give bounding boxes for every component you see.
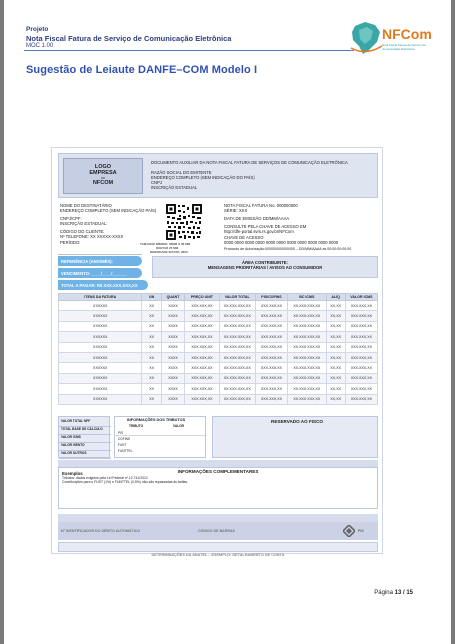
table-cell: XXX.XXX,XX: [345, 373, 377, 383]
table-cell: XXX.XXX,XX: [255, 394, 287, 404]
totals-label: VALOR ISENTO: [61, 443, 85, 447]
barcode-label: CÓDIGO DE BARRAS: [198, 529, 235, 533]
table-cell: XX.XXX.XXX,XX: [219, 394, 255, 404]
page-separator: /: [401, 590, 407, 596]
recipient-line: NOME DO DESTINATÁRIO: [60, 203, 112, 208]
table-cell: XX,XX: [326, 342, 345, 352]
table-cell: XXXX: [161, 352, 185, 362]
taxpayer-area: [152, 256, 378, 278]
totals-label: VALOR TOTAL NFF: [61, 419, 91, 423]
table-cell: XX,XX: [326, 301, 345, 311]
table-cell: XXXXXX: [59, 363, 142, 373]
table-cell: XX.XXX.XXX,XX: [288, 321, 327, 331]
taxes-header: VALOR: [173, 424, 184, 428]
company-logo-box: [63, 158, 143, 194]
table-cell: XX: [142, 332, 161, 342]
complementary-line: Contribuições para o FUST (1%) e FUNTTEL (0,5%) não são repassadas às tarifas.: [62, 480, 189, 484]
page-title: Sugestão de Leiaute DANFE–COM Modelo I: [26, 64, 258, 76]
logo-subtitle: Nota Fiscal Fatura de Serviço de Comunicação Eletrônica: [382, 43, 426, 51]
due-date-pill: [58, 268, 142, 278]
logo-box-line: EMPRESA: [89, 170, 117, 176]
table-cell: XXXX: [161, 363, 185, 373]
fisco-reserved-box: [212, 416, 378, 458]
table-cell: XX: [142, 384, 161, 394]
document-title: DOCUMENTO AUXILIAR DA NOTA FISCAL FATURA DE SERVIÇOS DE COMUNICAÇÃO ELETRÔNICA: [151, 160, 348, 165]
totals-box: [58, 416, 110, 458]
table-cell: XXXXXX: [59, 352, 142, 362]
table-cell: XX.XXX.XXX,XX: [219, 373, 255, 383]
table-cell: XX.XXX.XXX,XX: [219, 384, 255, 394]
taxes-title: INFORMAÇÕES DOS TRIBUTOS: [127, 418, 186, 422]
header-project: Projeto: [26, 26, 49, 33]
table-cell: XXXX: [161, 384, 185, 394]
anatel-row: [58, 522, 378, 540]
table-cell: XX,XX: [326, 311, 345, 321]
table-cell: XXXXXX: [59, 384, 142, 394]
table-cell: XXX.XXX,XX: [185, 394, 219, 404]
tax-name: COFINS: [118, 437, 131, 441]
page-current: 13: [394, 590, 402, 596]
table-cell: XXX.XXX,XX: [185, 352, 219, 362]
table-cell: XXXX: [161, 394, 185, 404]
table-cell: XX,XX: [326, 332, 345, 342]
header-title: Nota Fiscal Fatura de Serviço de Comunicação Eletrônica: [26, 34, 232, 43]
complementary-line: Exemplos: [62, 471, 83, 476]
invoice-series: SÉRIE: XXX: [224, 208, 248, 213]
header-version: MOC 1.00: [26, 43, 54, 49]
table-cell: XXX.XXX,XX: [185, 363, 219, 373]
logo-box-line: LOGO: [94, 164, 112, 170]
table-cell: XXX.XXX,XX: [345, 384, 377, 394]
tax-name: PIS: [118, 431, 124, 435]
tax-name: FUST: [118, 443, 127, 447]
table-cell: XXX.XXX,XX: [185, 301, 219, 311]
table-cell: XX: [142, 373, 161, 383]
complementary-title: INFORMAÇÕES COMPLEMENTARES: [177, 469, 259, 474]
table-cell: XXX.XXX,XX: [185, 321, 219, 331]
issue-date: DATA DE EMISSÃO DD/MM/AAAA: [224, 216, 290, 221]
table-cell: XXX.XXX,XX: [255, 342, 287, 352]
fisco-title: RESERVADO AO FISCO: [271, 419, 323, 424]
column-header: UN: [142, 294, 161, 301]
table-cell: XXXX: [161, 321, 185, 331]
table-cell: XX.XXX.XXX,XX: [219, 311, 255, 321]
table-cell: XXXXXX: [59, 301, 142, 311]
divider: [58, 254, 142, 255]
table-cell: XXXX: [161, 311, 185, 321]
danfe-layout: [51, 147, 383, 557]
table-cell: XX,XX: [326, 363, 345, 373]
total-pill: [58, 280, 148, 290]
taxes-box: [114, 416, 206, 458]
table-cell: XX: [142, 363, 161, 373]
issuer-line: ENDEREÇO COMPLETO (SEM INDICAÇÃO DO PAÍS): [151, 175, 255, 180]
table-cell: XXXX: [161, 373, 185, 383]
table-cell: XX,XX: [326, 384, 345, 394]
access-key-value: 0000 0000 0000 0000 0000 0000 0000 0000 0000 0000 0000: [224, 240, 339, 245]
qr-caption: DIGITAR 25 MM: [156, 246, 179, 250]
recipient-line: ENDEREÇO COMPLETO (SEM INDICAÇÃO PAÍS): [60, 208, 157, 213]
table-cell: XXX.XXX,XX: [255, 321, 287, 331]
table-cell: XXX.XXX,XX: [255, 332, 287, 342]
recipient-line: CNPJ/CPF:: [60, 216, 82, 221]
table-cell: XX.XXX.XXX,XX: [219, 363, 255, 373]
table-row: [59, 342, 378, 352]
totals-label: TOTAL BASE DE CÁLCULO: [61, 427, 103, 431]
table-cell: XX.XXX.XXX,XX: [288, 352, 327, 362]
recipient-line: CÓDIGO DO CLIENTE:: [60, 229, 105, 234]
recipient-line: INSCRIÇÃO ESTADUAL:: [60, 221, 108, 226]
invoice-items-table: [58, 293, 378, 405]
nfcom-logo: [349, 20, 432, 60]
table-cell: XXXXXX: [59, 394, 142, 404]
anatel-header: [58, 514, 378, 522]
anatel-details-box: [58, 542, 378, 557]
column-header: VALOR ICMS: [345, 294, 377, 301]
complementary-line: Tributos: dados exigidos pela Lei Federal nº 12.741/2012: [62, 476, 148, 480]
table-cell: XX.XXX.XXX,XX: [288, 311, 327, 321]
access-key-label: CHAVE DE ACESSO: [224, 235, 264, 240]
logo-box-line: ou: [101, 176, 105, 180]
table-cell: XXX.XXX,XX: [345, 311, 377, 321]
table-cell: XX,XX: [326, 352, 345, 362]
table-cell: XXXXXX: [59, 332, 142, 342]
taxes-header: TRIBUTO: [129, 424, 144, 428]
table-cell: XX.XXX.XXX,XX: [219, 332, 255, 342]
recipient-line: PERÍODO:: [60, 240, 81, 245]
authorization-protocol: Protocolo de Autorização:000000000000000 – DD/MM/AAAA às 00:00:00:00:00: [224, 247, 352, 251]
table-cell: XXXX: [161, 332, 185, 342]
column-header: ALÍQ: [326, 294, 345, 301]
document-page: [4, 0, 451, 644]
page-number: [374, 590, 413, 596]
table-row: [59, 384, 378, 394]
tax-name: FUNTTEL: [118, 449, 133, 453]
qr-caption: DENSIDADE 600 DPI, 9600: [150, 250, 188, 254]
table-cell: XX,XX: [326, 373, 345, 383]
issuer-line: INSCRIÇÃO ESTADUAL: [151, 185, 198, 190]
table-cell: XXX.XXX,XX: [345, 394, 377, 404]
due-date-label: VENCIMENTO: ____/____/______: [61, 270, 127, 276]
table-cell: XXX.XXX,XX: [255, 311, 287, 321]
table-cell: XXX.XXX,XX: [345, 352, 377, 362]
column-header: QUANT: [161, 294, 185, 301]
table-cell: XXXXXX: [59, 321, 142, 331]
recipient-line: Nº TELEFONE: XX XXXXX-XXXX: [60, 234, 124, 239]
table-row: [59, 311, 378, 321]
table-cell: XX.XXX.XXX,XX: [288, 301, 327, 311]
table-cell: XX.XXX.XXX,XX: [219, 321, 255, 331]
table-cell: XXX.XXX,XX: [345, 342, 377, 352]
total-label: TOTAL A PAGAR: R$ XXX.XXX.XXX,XX: [61, 282, 138, 288]
table-cell: XXX.XXX,XX: [255, 352, 287, 362]
table-cell: XX: [142, 321, 161, 331]
qr-caption: TAMANHO MÍNIMO: 36MM X 36 MM: [140, 242, 191, 246]
logo-box-line: NFCOM: [92, 180, 114, 186]
totals-label: VALOR ICMS: [61, 435, 81, 439]
issuer-box: [58, 153, 378, 198]
table-cell: XXX.XXX,XX: [255, 301, 287, 311]
complementary-box: [58, 467, 378, 509]
table-cell: XX.XXX.XXX,XX: [219, 342, 255, 352]
table-cell: XXX.XXX,XX: [255, 363, 287, 373]
table-cell: XXX.XXX,XX: [255, 373, 287, 383]
column-header: PIS/COFINS: [255, 294, 287, 301]
debit-identifier-label: Nº IDENTIFICADOR DO DÉBITO AUTOMÁTICO: [61, 529, 141, 533]
table-cell: XX.XXX.XXX,XX: [288, 363, 327, 373]
pix-icon: [343, 525, 355, 537]
page-total: 15: [406, 590, 413, 596]
column-header: ITENS DA FATURA: [59, 294, 142, 301]
table-cell: XX: [142, 301, 161, 311]
table-row: [59, 363, 378, 373]
table-cell: XXXXXX: [59, 311, 142, 321]
table-row: [59, 373, 378, 383]
table-cell: XX.XXX.XXX,XX: [288, 373, 327, 383]
table-cell: XX: [142, 394, 161, 404]
table-cell: XX.XXX.XXX,XX: [288, 342, 327, 352]
table-cell: XX.XXX.XXX,XX: [288, 394, 327, 404]
column-header: VALOR TOTAL: [219, 294, 255, 301]
totals-row: [59, 449, 111, 459]
anatel-details-text: DETERMINAÇÕES DA ANATEL – EXEMPLO: DETALHAMENTO DE CONTA: [151, 553, 285, 557]
totals-label: VALOR OUTROS: [61, 451, 87, 455]
table-cell: XX: [142, 342, 161, 352]
table-cell: XXX.XXX,XX: [185, 332, 219, 342]
table-cell: XX,XX: [326, 394, 345, 404]
table-cell: XX: [142, 311, 161, 321]
table-cell: XXX.XXX,XX: [185, 384, 219, 394]
page-prefix: Página: [374, 590, 395, 596]
reference-pill: [58, 256, 142, 266]
taxpayer-area-subtitle: MENSAGENS PRIORITÁRIAS / AVISOS AO CONSUMIDOR: [207, 265, 323, 270]
table-row: [59, 394, 378, 404]
table-row: [59, 352, 378, 362]
table-cell: XXX.XXX,XX: [345, 363, 377, 373]
invoice-items-body: [59, 301, 378, 405]
table-cell: XXX.XXX,XX: [185, 342, 219, 352]
divider: [115, 430, 205, 436]
table-cell: XX.XXX.XXX,XX: [288, 384, 327, 394]
reference-label: REFERÊNCIA (ANO/MÊS):: [61, 258, 113, 264]
consult-label: CONSULTE PELA CHAVE DE ACESSO EM: [224, 224, 307, 229]
table-cell: XX.XXX.XXX,XX: [219, 352, 255, 362]
table-header-row: [59, 294, 378, 301]
table-cell: XXXX: [161, 301, 185, 311]
table-cell: XXX.XXX,XX: [345, 332, 377, 342]
table-cell: XX.XXX.XXX,XX: [219, 301, 255, 311]
table-cell: XXXXXX: [59, 373, 142, 383]
table-cell: XXX.XXX,XX: [185, 373, 219, 383]
table-cell: XXXXXX: [59, 342, 142, 352]
table-cell: XXX.XXX,XX: [255, 384, 287, 394]
brazil-map-icon: [349, 20, 383, 56]
table-cell: XXX.XXX,XX: [345, 301, 377, 311]
table-cell: XXX.XXX,XX: [345, 321, 377, 331]
table-row: [59, 321, 378, 331]
table-cell: XXXX: [161, 342, 185, 352]
logo-wordmark: NFCom: [382, 26, 432, 42]
qr-code-icon: [165, 203, 203, 241]
table-cell: XXX.XXX,XX: [185, 311, 219, 321]
pix-label: PIX: [358, 529, 364, 533]
table-row: [59, 301, 378, 311]
column-header: PREÇO UNIT: [185, 294, 219, 301]
taxpayer-area-title: ÁREA CONTRIBUINTE:: [242, 260, 288, 265]
table-cell: XX.XXX.XXX,XX: [288, 332, 327, 342]
consult-url: http://dfe-portal.svrs.rs.gov.br/NFCom: [224, 229, 294, 234]
table-row: [59, 332, 378, 342]
invoice-number: NOTA FISCAL FATURA No. 000000000: [224, 203, 298, 208]
column-header: BC ICMS: [288, 294, 327, 301]
header-divider: [24, 50, 354, 51]
issuer-line: CNPJ: [151, 180, 162, 185]
table-cell: XX: [142, 352, 161, 362]
issuer-line: RAZÃO SOCIAL DO EMITENTE: [151, 170, 212, 175]
table-cell: XX,XX: [326, 321, 345, 331]
